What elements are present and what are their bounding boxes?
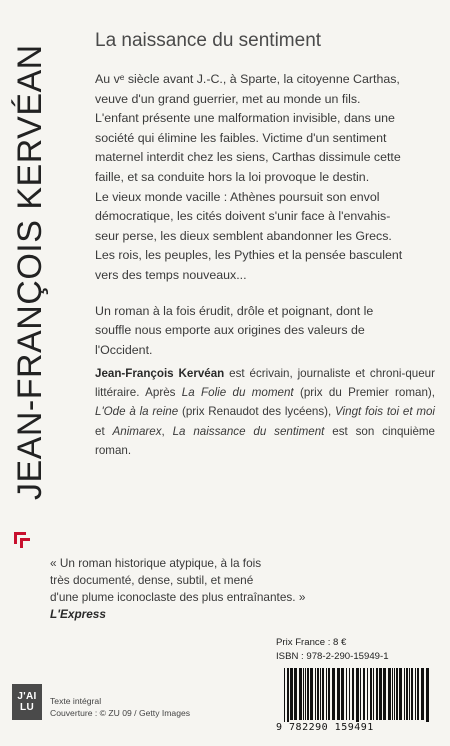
barcode-bar [332,668,335,720]
blurb-line: l'Occident. [95,342,153,357]
bio-text: , [161,424,173,438]
barcode-bar [383,668,386,720]
barcode-bar [346,668,347,720]
barcode-bar [370,668,372,720]
bio-book-title: Vingt fois toi et moi [335,405,435,419]
barcode-bar [290,668,293,720]
press-quote [50,555,430,623]
quote-line: d'une plume iconoclaste des plus entraînantes. » [50,590,306,604]
barcode-digits: 9 782290 159491 [276,722,436,733]
barcode-bar [294,668,297,720]
barcode-bar [415,668,416,720]
barcode-bar [315,668,316,720]
bio-text: et [95,424,113,438]
quote-line: très documenté, dense, subtil, et mené [50,573,254,587]
blurb-line: maternel interdit chez les siens, Carthas dissimule cette [95,150,401,165]
blurb-line: Le vieux monde vacille : Athènes poursuit son envol [95,189,380,204]
barcode-bar [373,668,374,720]
barcode-bar [322,668,324,720]
bio-text: (prix Renaudot des lycéens), [178,405,336,419]
book-title: La naissance du sentiment [95,30,322,51]
barcode-bar [284,668,285,726]
barcode-bar [307,668,309,720]
barcode-bar [299,668,302,720]
quote-source: L'Express [50,607,106,621]
blurb-line: Les rois, les peuples, les Pythies et la pensée basculent [95,248,403,263]
publisher-logo [12,684,42,720]
barcode-bar [379,668,382,720]
bio-book-title: La naissance du sentiment [172,424,325,438]
bio-author-name: Jean-François Kervéan [95,367,225,380]
author-name-vertical-text: JEAN-FRANÇOIS KERVÉAN [11,44,49,500]
barcode-bar [367,668,368,720]
blurb-line: Au vᵉ siècle avant J.-C., à Sparte, la citoyenne Carthas, [95,72,400,86]
barcode-bar [352,668,354,720]
barcode-bar [417,668,419,720]
bio-text: est écrivain, journaliste et chroni-queur littéraire. Après [95,367,435,400]
corner-mark-icon [14,532,34,552]
barcode-bar [341,668,344,720]
bio-text: (prix du Premier roman), [293,386,435,400]
barcode-bar [404,668,405,720]
price-text: Prix France : 8 € [276,637,347,648]
barcode-bar [356,668,359,726]
barcode-bar [411,668,413,720]
credits-line-2: Couverture : © ZU 09 / Getty Images [50,707,191,718]
barcode-bar [303,668,304,720]
logo-line-2: LU [20,702,34,713]
barcode-bar [317,668,319,720]
blurb-line: faille, et sa conduite hors la loi provoque le destin. [95,169,370,184]
barcode-bar [349,668,350,720]
blurb-paragraph-2 [95,302,435,361]
barcode-bar [337,668,340,720]
author-bio [95,364,435,460]
barcode-bar [320,668,321,720]
barcode-bar [394,668,395,720]
credits-line-1: Texte intégral [50,696,102,706]
barcode-bar [406,668,408,720]
barcode-bar [396,668,398,720]
blurb-line: vers des temps nouveaux... [95,267,247,282]
barcode-bar [363,668,365,720]
blurb [95,70,435,360]
quote-line: « Un roman historique atypique, à la fois [50,556,262,570]
blurb-paragraph-1 [95,70,435,286]
logo-line-1: J'AI [17,691,37,702]
barcode-bar [287,668,289,726]
barcode-bar [399,668,402,720]
barcode-bar [426,668,429,726]
blurb-line: veuve d'un grand guerrier, met au monde un fils. [95,91,361,106]
barcode-bar [392,668,393,720]
barcode-bar [310,668,313,720]
blurb-line: Un roman à la fois érudit, drôle et poignant, dont le [95,303,374,318]
blurb-line: souffle nous emporte aux origines des valeurs de [95,323,365,338]
author-name-vertical [8,30,52,500]
barcode-bar [328,668,330,720]
bio-book-title: La Folie du moment [181,386,294,400]
blurb-line: société qui élimine les faibles. Victime d'un sentiment [95,130,387,145]
barcode-bar [388,668,391,720]
blurb-line: seur perse, les dieux semblent abandonner les Grecs. [95,228,392,243]
price-info [276,636,389,664]
barcode-bar [376,668,378,720]
isbn-text: ISBN : 978-2-290-15949-1 [276,651,389,662]
blurb-line: L'enfant présente une malformation invisible, dans une [95,111,395,126]
barcode-bar [409,668,410,720]
barcode-bar [360,668,361,720]
barcode-bar [326,668,327,720]
bio-book-title: L'Ode à la reine [95,405,179,419]
blurb-line: démocratique, les cités doivent s'unir face à l'envahis- [95,209,391,224]
credits [50,696,190,719]
bio-text: est son cinquième roman. [95,424,435,457]
bio-book-title: Animarex [112,424,162,438]
barcode-bar [305,668,306,720]
barcode-bar [421,668,424,720]
